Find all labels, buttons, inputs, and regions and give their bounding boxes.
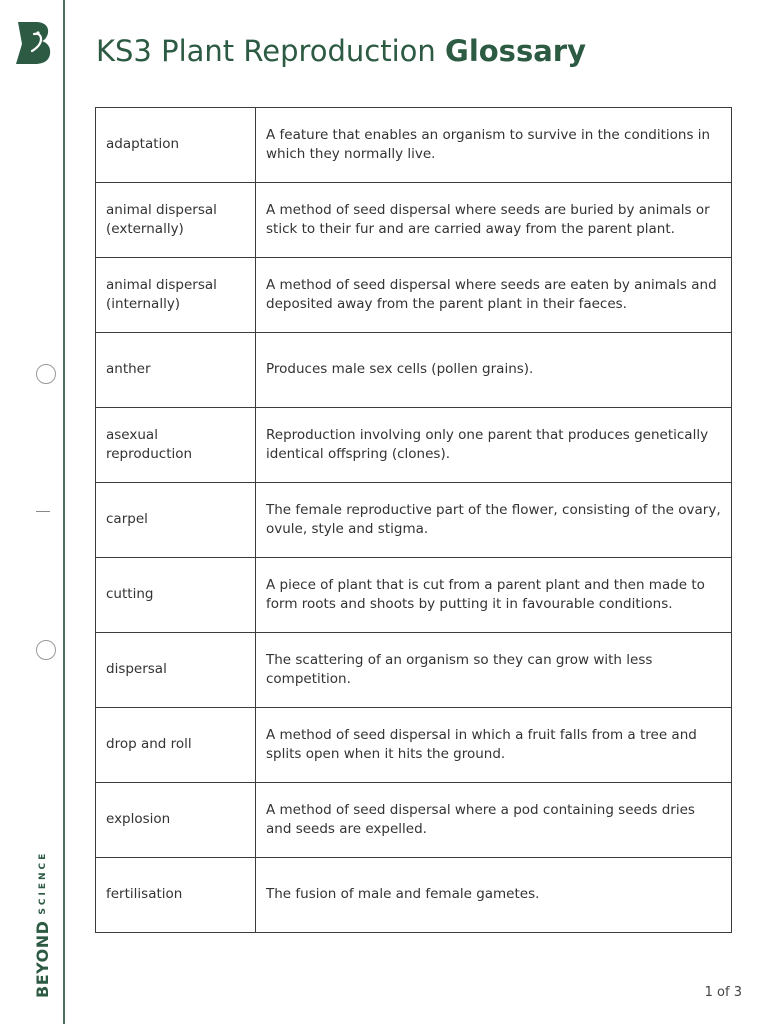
table-row xyxy=(96,258,732,333)
table-row xyxy=(96,633,732,708)
glossary-definition: The fusion of male and female gametes. xyxy=(256,858,732,933)
glossary-term: animal dispersal (internally) xyxy=(96,258,256,333)
title-bold: Glossary xyxy=(445,34,586,68)
page-title xyxy=(96,34,586,68)
glossary-body xyxy=(96,108,732,933)
table-row xyxy=(96,558,732,633)
sidebar-divider xyxy=(63,0,65,1024)
glossary-term: explosion xyxy=(96,783,256,858)
table-row xyxy=(96,333,732,408)
table-row xyxy=(96,483,732,558)
glossary-term: cutting xyxy=(96,558,256,633)
glossary-definition: A method of seed dispersal in which a fruit falls from a tree and splits open when it hits the ground. xyxy=(256,708,732,783)
glossary-definition: A piece of plant that is cut from a parent plant and then made to form roots and shoots by putting it in favourable conditions. xyxy=(256,558,732,633)
binder-hole xyxy=(36,364,56,384)
brand-secondary: SCIENCE xyxy=(38,850,48,915)
glossary-definition: The scattering of an organism so they can grow with less competition. xyxy=(256,633,732,708)
beyond-b-logo-icon xyxy=(14,20,52,66)
glossary-term: animal dispersal (externally) xyxy=(96,183,256,258)
table-row xyxy=(96,858,732,933)
glossary-term: drop and roll xyxy=(96,708,256,783)
table-row xyxy=(96,408,732,483)
brand-primary: BEYOND xyxy=(33,920,52,998)
glossary-term: fertilisation xyxy=(96,858,256,933)
glossary-definition: Produces male sex cells (pollen grains). xyxy=(256,333,732,408)
table-row xyxy=(96,708,732,783)
glossary-term: carpel xyxy=(96,483,256,558)
title-regular: KS3 Plant Reproduction xyxy=(96,34,436,68)
glossary-term: asexual reproduction xyxy=(96,408,256,483)
fold-mark xyxy=(36,511,50,512)
page-number: 1 of 3 xyxy=(704,985,742,1000)
table-row xyxy=(96,183,732,258)
glossary-term: anther xyxy=(96,333,256,408)
glossary-definition: Reproduction involving only one parent that produces genetically identical offspring (clones). xyxy=(256,408,732,483)
table-row xyxy=(96,783,732,858)
glossary-definition: A method of seed dispersal where seeds are buried by animals or stick to their fur and are carried away from the parent plant. xyxy=(256,183,732,258)
glossary-table xyxy=(95,107,732,933)
glossary-definition: A method of seed dispersal where a pod containing seeds dries and seeds are expelled. xyxy=(256,783,732,858)
binder-hole xyxy=(36,640,56,660)
glossary-term: dispersal xyxy=(96,633,256,708)
glossary-term: adaptation xyxy=(96,108,256,183)
glossary-definition: A method of seed dispersal where seeds are eaten by animals and deposited away from the parent plant in their faeces. xyxy=(256,258,732,333)
table-row xyxy=(96,108,732,183)
brand-wordmark xyxy=(33,851,52,998)
glossary-definition: The female reproductive part of the flower, consisting of the ovary, ovule, style and stigma. xyxy=(256,483,732,558)
glossary-definition: A feature that enables an organism to survive in the conditions in which they normally live. xyxy=(256,108,732,183)
